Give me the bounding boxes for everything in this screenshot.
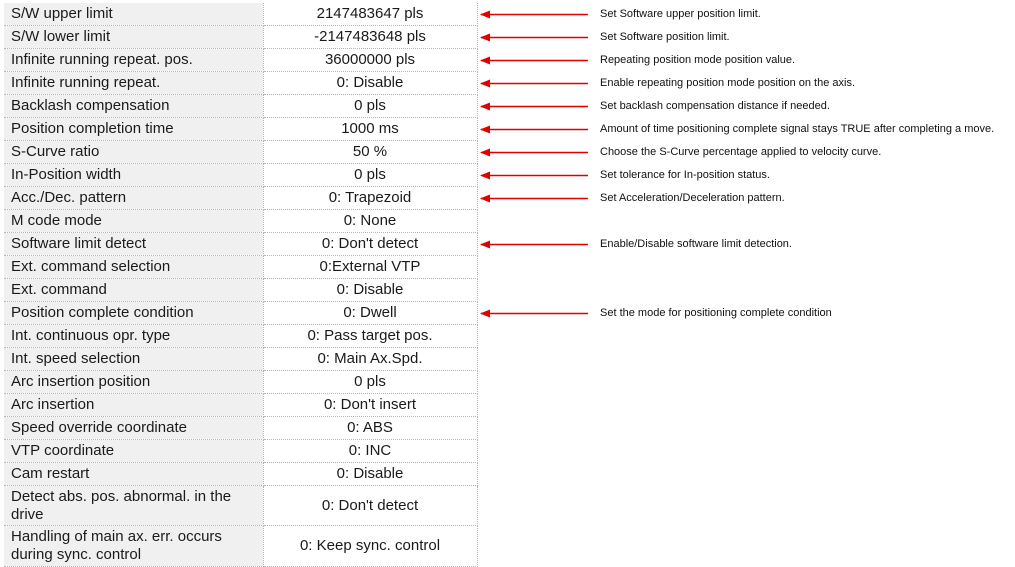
parameter-row[interactable]	[4, 72, 477, 95]
parameter-name: Position complete condition	[4, 302, 263, 325]
parameter-row[interactable]	[4, 164, 477, 187]
parameter-row[interactable]	[4, 233, 477, 256]
parameter-row[interactable]	[4, 417, 477, 440]
parameter-value[interactable]: 0: Dwell	[263, 302, 477, 325]
parameter-row[interactable]	[4, 394, 477, 417]
parameter-table-body	[4, 3, 477, 567]
annotation-note: Set the mode for positioning complete condition	[600, 306, 832, 319]
parameter-value[interactable]: 50 %	[263, 141, 477, 164]
parameter-value[interactable]: 0: Don't detect	[263, 233, 477, 256]
parameter-row[interactable]	[4, 440, 477, 463]
parameter-name: Speed override coordinate	[4, 417, 263, 440]
parameter-name: Int. speed selection	[4, 348, 263, 371]
parameter-name: Infinite running repeat.	[4, 72, 263, 95]
parameter-value[interactable]: 0: Keep sync. control	[263, 526, 477, 567]
parameter-name: Detect abs. pos. abnormal. in the drive	[4, 486, 263, 526]
parameter-name: Ext. command	[4, 279, 263, 302]
parameter-row[interactable]	[4, 279, 477, 302]
parameter-value[interactable]: 0 pls	[263, 164, 477, 187]
parameter-value[interactable]: 1000 ms	[263, 118, 477, 141]
parameter-value[interactable]: 0: ABS	[263, 417, 477, 440]
annotation-note: Enable repeating position mode position on the axis.	[600, 76, 856, 89]
parameter-row[interactable]	[4, 348, 477, 371]
annotation-note: Repeating position mode position value.	[600, 53, 796, 66]
parameter-value[interactable]: 0: Don't insert	[263, 394, 477, 417]
annotation-note: Set Software position limit.	[600, 30, 730, 43]
parameter-row[interactable]	[4, 526, 477, 567]
parameter-row[interactable]	[4, 141, 477, 164]
parameter-name: S-Curve ratio	[4, 141, 263, 164]
parameter-value[interactable]: 2147483647 pls	[263, 3, 477, 26]
parameter-table	[4, 3, 478, 567]
parameter-name: Position completion time	[4, 118, 263, 141]
parameter-name: Handling of main ax. err. occurs during sync. control	[4, 526, 263, 567]
parameter-value[interactable]: 0: Disable	[263, 463, 477, 486]
annotation-note: Enable/Disable software limit detection.	[600, 237, 792, 250]
parameter-row[interactable]	[4, 118, 477, 141]
parameter-value[interactable]: 0: Disable	[263, 72, 477, 95]
parameter-value[interactable]: 36000000 pls	[263, 49, 477, 72]
annotation-note: Set Acceleration/Deceleration pattern.	[600, 191, 785, 204]
parameter-name: VTP coordinate	[4, 440, 263, 463]
parameter-row[interactable]	[4, 371, 477, 394]
parameter-name: Cam restart	[4, 463, 263, 486]
parameter-name: In-Position width	[4, 164, 263, 187]
parameter-value[interactable]: 0: Trapezoid	[263, 187, 477, 210]
parameter-row[interactable]	[4, 187, 477, 210]
parameter-row[interactable]	[4, 463, 477, 486]
parameter-name: Infinite running repeat. pos.	[4, 49, 263, 72]
parameter-row[interactable]	[4, 49, 477, 72]
parameter-name: Arc insertion	[4, 394, 263, 417]
parameter-value[interactable]: 0: None	[263, 210, 477, 233]
parameter-name: Backlash compensation	[4, 95, 263, 118]
parameter-value[interactable]: 0 pls	[263, 95, 477, 118]
parameter-row[interactable]	[4, 486, 477, 526]
parameter-value[interactable]: 0 pls	[263, 371, 477, 394]
annotation-note: Choose the S-Curve percentage applied to velocity curve.	[600, 145, 882, 158]
parameter-value[interactable]: 0: Don't detect	[263, 486, 477, 526]
parameter-name: Int. continuous opr. type	[4, 325, 263, 348]
parameter-row[interactable]	[4, 3, 477, 26]
parameter-name: Arc insertion position	[4, 371, 263, 394]
parameter-row[interactable]	[4, 256, 477, 279]
parameter-value[interactable]: 0: INC	[263, 440, 477, 463]
parameter-value[interactable]: 0: Main Ax.Spd.	[263, 348, 477, 371]
parameter-value[interactable]: 0: Pass target pos.	[263, 325, 477, 348]
parameter-name: S/W lower limit	[4, 26, 263, 49]
parameter-name: M code mode	[4, 210, 263, 233]
parameter-row[interactable]	[4, 302, 477, 325]
parameter-value[interactable]: -2147483648 pls	[263, 26, 477, 49]
parameter-row[interactable]	[4, 95, 477, 118]
parameter-name: Ext. command selection	[4, 256, 263, 279]
parameter-name: Acc./Dec. pattern	[4, 187, 263, 210]
parameter-row[interactable]	[4, 26, 477, 49]
annotation-note: Amount of time positioning complete signal stays TRUE after completing a move.	[600, 122, 995, 135]
annotation-note: Set backlash compensation distance if needed.	[600, 99, 830, 112]
parameter-name: S/W upper limit	[4, 3, 263, 26]
parameter-row[interactable]	[4, 210, 477, 233]
annotation-note: Set tolerance for In-position status.	[600, 168, 770, 181]
parameter-value[interactable]: 0:External VTP	[263, 256, 477, 279]
parameter-row[interactable]	[4, 325, 477, 348]
parameter-name: Software limit detect	[4, 233, 263, 256]
annotation-note: Set Software upper position limit.	[600, 7, 761, 20]
parameter-value[interactable]: 0: Disable	[263, 279, 477, 302]
